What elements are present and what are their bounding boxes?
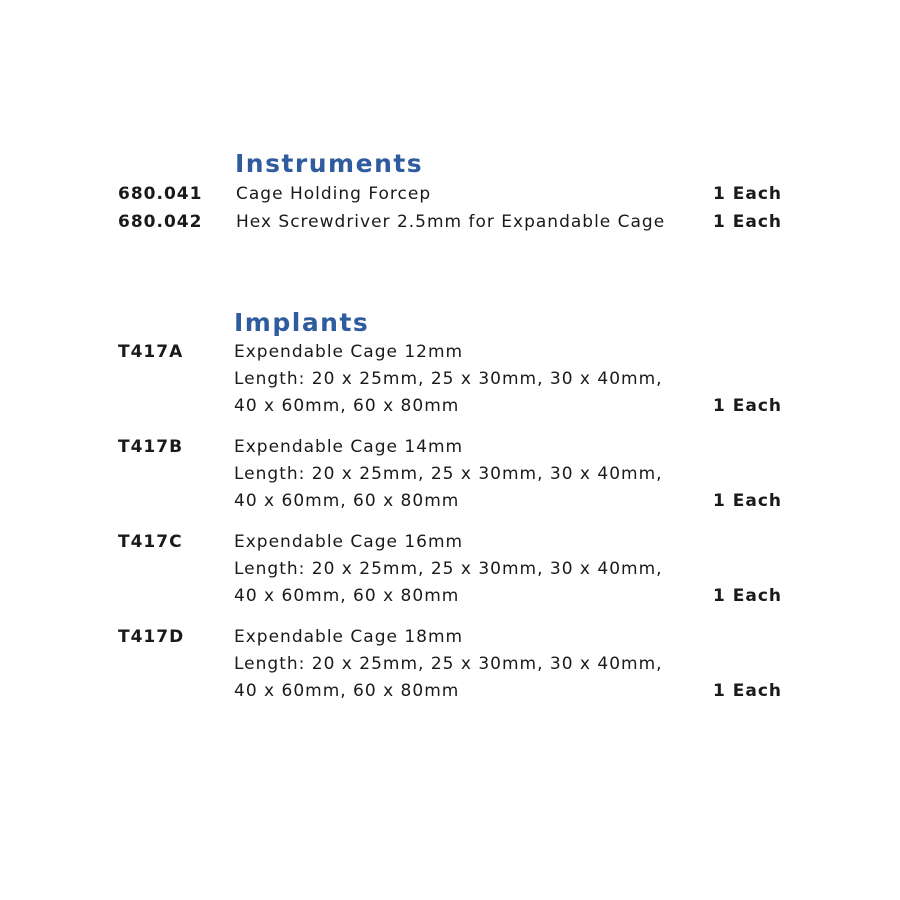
implant-code: T417B	[118, 437, 184, 457]
instrument-code: 680.041	[118, 184, 203, 204]
implant-length-line: 40 x 60mm, 60 x 80mm	[234, 396, 460, 416]
implant-length-line: 40 x 60mm, 60 x 80mm	[234, 491, 460, 511]
implant-description	[234, 534, 663, 615]
implant-code: T417C	[118, 532, 183, 552]
implant-qty: 1 Each	[712, 586, 782, 606]
implant-code: T417D	[118, 627, 185, 647]
implant-name: Expendable Cage 12mm	[234, 342, 464, 362]
implant-qty: 1 Each	[712, 396, 782, 416]
implant-length-line: Length: 20 x 25mm, 25 x 30mm, 30 x 40mm,	[234, 464, 663, 484]
implant-name: Expendable Cage 14mm	[234, 437, 464, 457]
implant-length-line: 40 x 60mm, 60 x 80mm	[234, 681, 460, 701]
instrument-qty: 1 Each	[712, 212, 782, 232]
instrument-code: 680.042	[118, 212, 203, 232]
implant-length-line: Length: 20 x 25mm, 25 x 30mm, 30 x 40mm,	[234, 559, 663, 579]
implant-qty: 1 Each	[712, 681, 782, 701]
instruments-heading: Instruments	[235, 149, 424, 178]
implant-description	[234, 439, 663, 520]
implant-length-line: 40 x 60mm, 60 x 80mm	[234, 586, 460, 606]
instrument-description: Hex Screwdriver 2.5mm for Expandable Cage	[236, 212, 666, 232]
instrument-description: Cage Holding Forcep	[236, 184, 432, 204]
instrument-qty: 1 Each	[712, 184, 782, 204]
implant-name: Expendable Cage 16mm	[234, 532, 464, 552]
implant-length-line: Length: 20 x 25mm, 25 x 30mm, 30 x 40mm,	[234, 654, 663, 674]
implant-code: T417A	[118, 342, 184, 362]
implant-length-line: Length: 20 x 25mm, 25 x 30mm, 30 x 40mm,	[234, 369, 663, 389]
implants-heading: Implants	[234, 308, 370, 337]
implant-description	[234, 629, 663, 710]
implant-name: Expendable Cage 18mm	[234, 627, 464, 647]
implant-description	[234, 344, 663, 425]
implant-qty: 1 Each	[712, 491, 782, 511]
